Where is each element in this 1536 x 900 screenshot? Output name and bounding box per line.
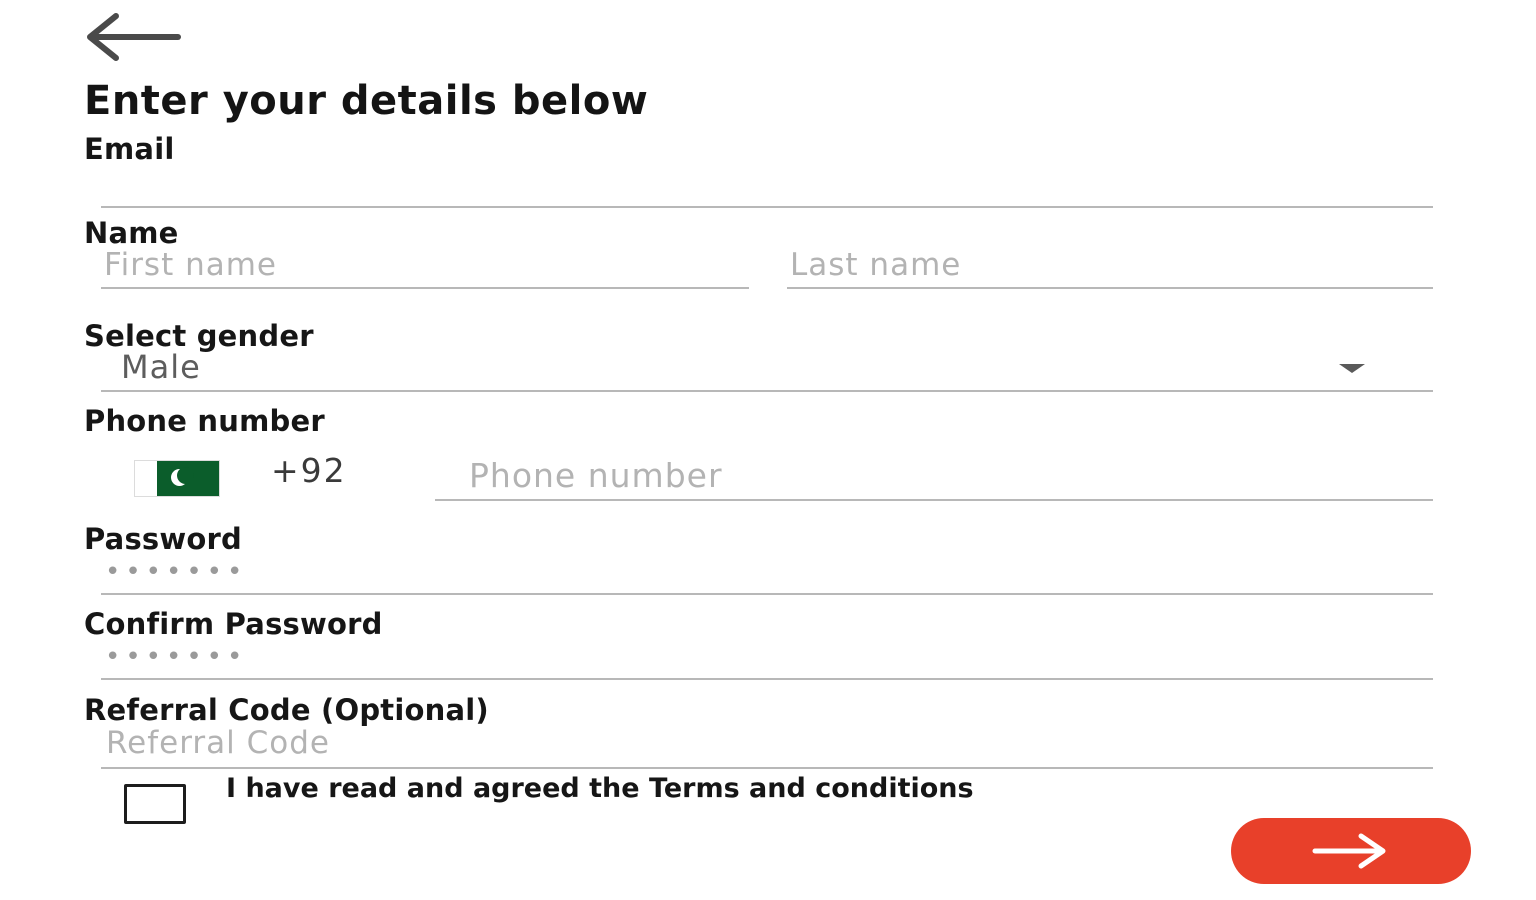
confirm-password-label: Confirm Password — [84, 607, 383, 641]
name-label: Name — [84, 216, 179, 250]
flag-stripe — [135, 461, 157, 496]
back-arrow-icon — [78, 8, 188, 66]
email-label: Email — [84, 132, 175, 166]
phone-field[interactable] — [435, 455, 1433, 501]
password-value: ••••••• — [105, 557, 248, 587]
last-name-placeholder: Last name — [790, 247, 962, 283]
phone-row — [101, 451, 1433, 507]
gender-label: Select gender — [84, 319, 314, 353]
dial-code[interactable]: +92 — [271, 451, 347, 490]
first-name-placeholder: First name — [104, 247, 278, 283]
confirm-password-value: ••••••• — [105, 642, 248, 672]
chevron-down-icon — [1339, 364, 1365, 373]
phone-placeholder: Phone number — [469, 456, 723, 495]
last-name-field[interactable] — [787, 247, 1433, 289]
arrow-right-icon — [1309, 831, 1393, 871]
back-button[interactable] — [78, 8, 198, 70]
terms-label[interactable]: I have read and agreed the Terms and conditions — [226, 773, 974, 804]
next-button[interactable] — [1231, 818, 1471, 884]
first-name-field[interactable] — [101, 247, 749, 289]
pakistan-flag-icon[interactable] — [134, 460, 220, 497]
password-label: Password — [84, 522, 242, 556]
phone-label: Phone number — [84, 404, 325, 438]
email-field[interactable] — [101, 170, 1433, 208]
gender-selected-value: Male — [121, 348, 201, 386]
referral-code-field[interactable] — [101, 727, 1433, 769]
page-title: Enter your details below — [84, 78, 649, 124]
flag-field — [157, 461, 219, 496]
terms-checkbox[interactable] — [124, 784, 186, 824]
terms-row — [84, 773, 1284, 838]
password-field[interactable] — [101, 556, 1433, 595]
referral-code-placeholder: Referral Code — [106, 725, 330, 761]
confirm-password-field[interactable] — [101, 641, 1433, 680]
referral-code-label: Referral Code (Optional) — [84, 693, 489, 727]
gender-select[interactable] — [101, 348, 1433, 392]
